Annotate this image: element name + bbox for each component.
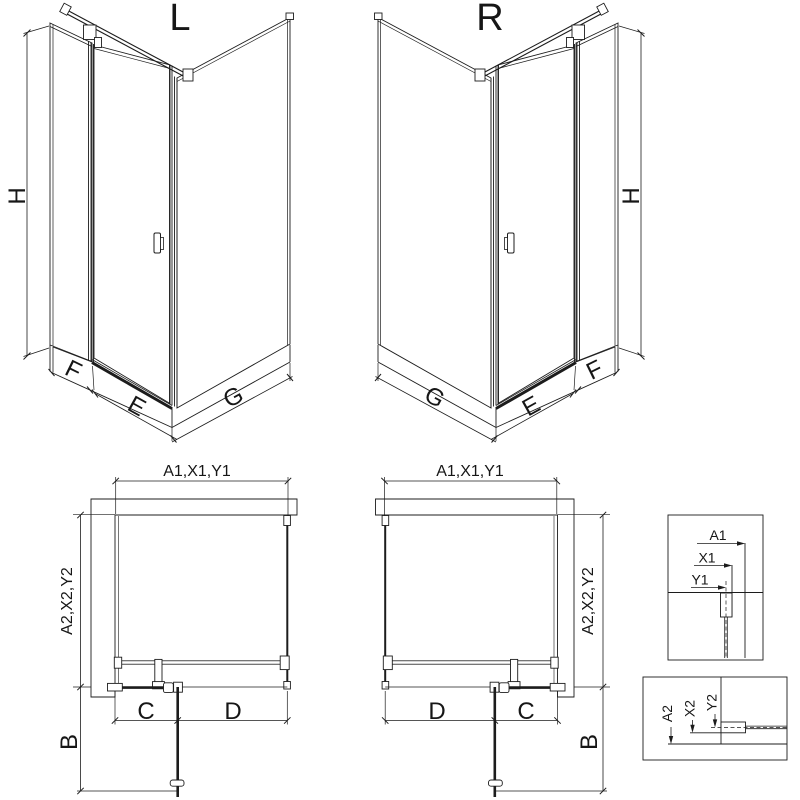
- detail-bottom-label-y2: Y2: [703, 693, 720, 712]
- plan-view-right: [376, 477, 611, 797]
- plan-left-linework: [108, 477, 292, 797]
- dim-label-return-panel-left: G: [218, 381, 249, 414]
- dim-label-side-panel-left: F: [60, 354, 86, 386]
- dim-label-swing-right: B: [576, 733, 603, 751]
- plan-width-title-right: A1,X1,Y1: [436, 463, 504, 480]
- detail-top-label-y1: Y1: [691, 571, 709, 588]
- wall-section-right-plan: [376, 499, 575, 697]
- variant-left-title: L: [169, 0, 191, 39]
- dim-label-return-panel-right: G: [419, 381, 450, 414]
- dim-label-door-segment-left: D: [224, 698, 242, 725]
- plan-depth-title-right: A2,X2,Y2: [580, 567, 597, 635]
- dim-label-door-right: E: [517, 390, 545, 423]
- dim-label-swing-left: B: [56, 733, 83, 751]
- plan-left-depth-dimension: [73, 512, 178, 794]
- plan-width-title-left: A1,X1,Y1: [163, 463, 231, 480]
- detail-top-label-a1: A1: [709, 527, 727, 543]
- dim-label-fixed-left: C: [137, 698, 155, 725]
- plan-right-linework: [381, 477, 565, 797]
- detail-bottom-label-a2: A2: [659, 704, 675, 723]
- plan-depth-title-left: A2,X2,Y2: [59, 567, 76, 635]
- dim-label-height-right: H: [618, 187, 645, 205]
- dim-label-door-segment-right: D: [428, 698, 446, 725]
- dim-label-side-panel-right: F: [582, 354, 608, 386]
- plan-right-depth-dimension: [496, 512, 610, 794]
- plan-view-left: [73, 477, 297, 797]
- variant-right-title: R: [476, 0, 504, 39]
- detail-bottom-label-x2: X2: [681, 699, 698, 718]
- dim-label-fixed-right: C: [517, 698, 535, 725]
- dim-label-door-left: E: [123, 390, 151, 423]
- dim-label-height-left: H: [4, 187, 31, 205]
- detail-top-label-x1: X1: [698, 549, 716, 566]
